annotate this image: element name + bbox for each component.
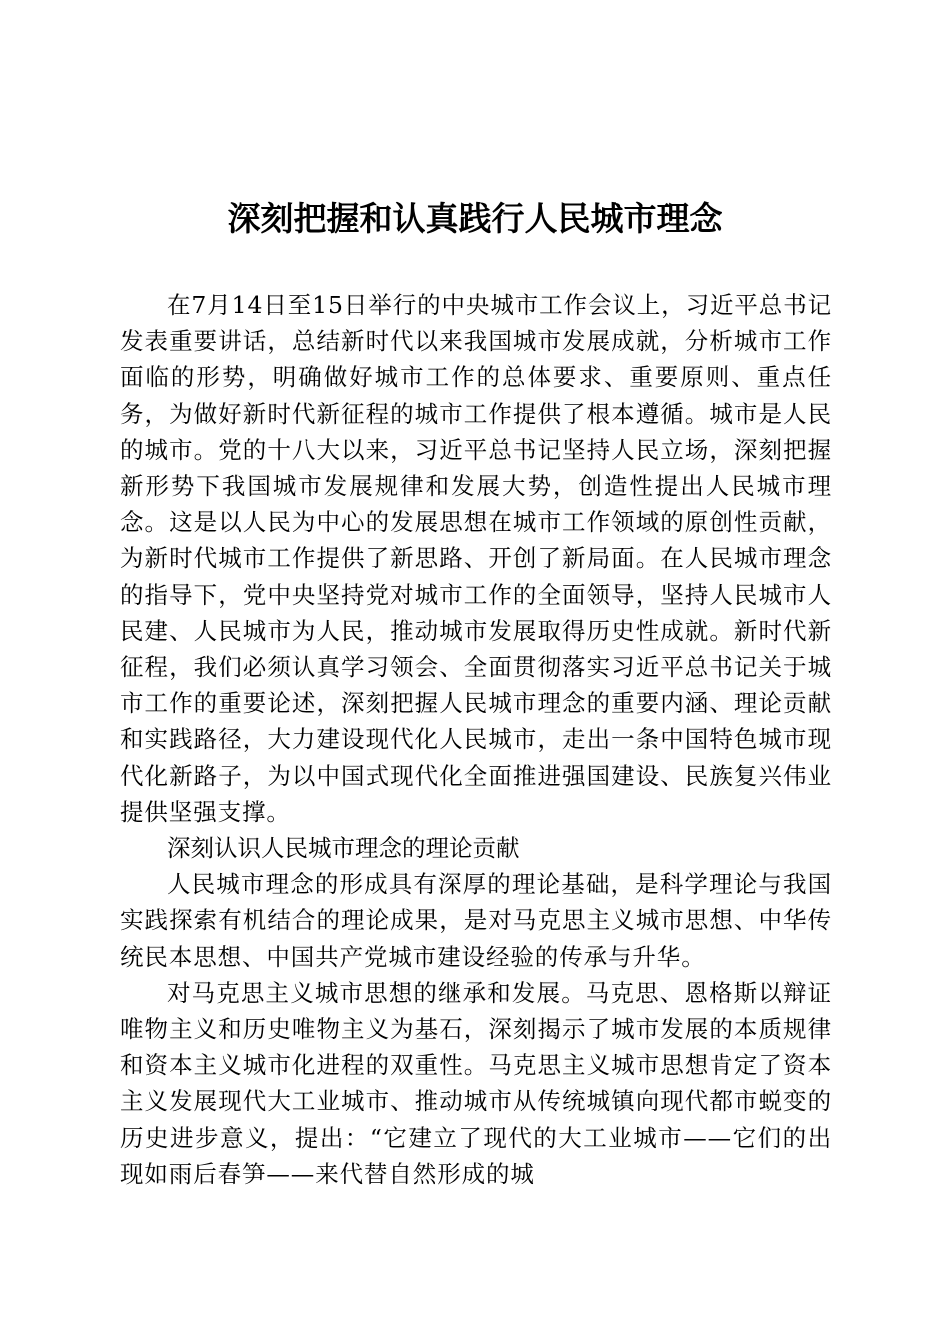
- section-paragraph-1: 人民城市理念的形成具有深厚的理论基础，是科学理论与我国实践探索有机结合的理论成果，是对马克思主义城市思想、中华传统民本思想、中国共产党城市建设经验的传承与升华。: [120, 870, 832, 971]
- document-body: [120, 287, 832, 1192]
- section-paragraph-2: 对马克思主义城市思想的继承和发展。马克思、恩格斯以辩证唯物主义和历史唯物主义为基石，深刻揭示了城市发展的本质规律和资本主义城市化进程的双重性。马克思主义城市思想肯定了资本主义发展现代大工业城市、推动城市从传统城镇向现代都市蜕变的历史进步意义，提出：“它建立了现代的大工业城市——它们的出现如雨后春笋——来代替自然形成的城: [120, 978, 832, 1188]
- document-title: 深刻把握和认真践行人民城市理念: [227, 199, 723, 238]
- section-heading: 深刻认识人民城市理念的理论贡献: [167, 834, 520, 863]
- intro-paragraph: 在7月14日至15日举行的中央城市工作会议上，习近平总书记发表重要讲话，总结新时代以来我国城市发展成就，分析城市工作面临的形势，明确做好城市工作的总体要求、重要原则、重点任务，为做好新时代新征程的城市工作提供了根本遵循。城市是人民的城市。党的十八大以来，习近平总书记坚持人民立场，深刻把握新形势下我国城市发展规律和发展大势，创造性提出人民城市理念。这是以人民为中心的发展思想在城市工作领域的原创性贡献，为新时代城市工作提供了新思路、开创了新局面。在人民城市理念的指导下，党中央坚持党对城市工作的全面领导，坚持人民城市人民建、人民城市为人民，推动城市发展取得历史性成就。新时代新征程，我们必须认真学习领会、全面贯彻落实习近平总书记关于城市工作的重要论述，深刻把握人民城市理念的重要内涵、理论贡献和实践路径，大力建设现代化人民城市，走出一条中国特色城市现代化新路子，为以中国式现代化全面推进强国建设、民族复兴伟业提供坚强支撑。: [120, 291, 832, 826]
